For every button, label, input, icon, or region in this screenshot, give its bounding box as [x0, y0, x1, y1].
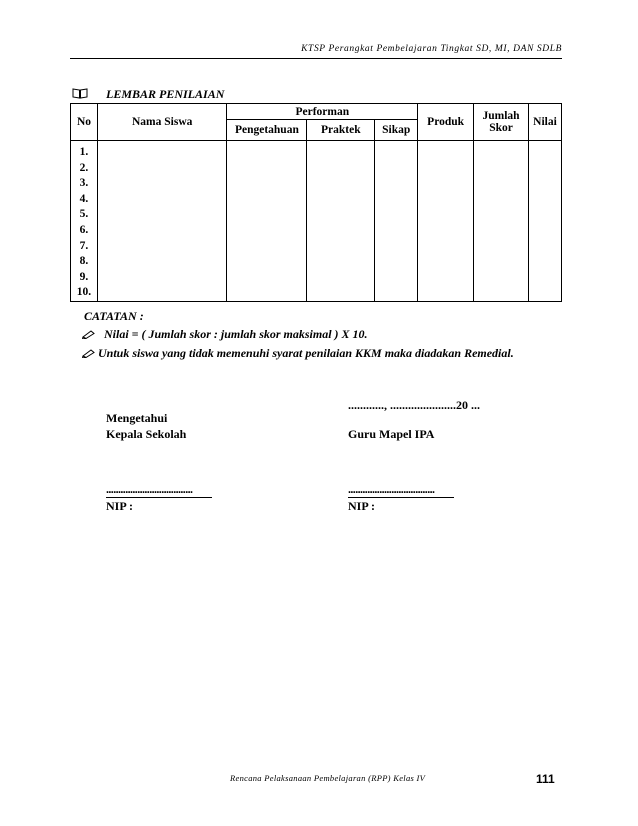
- kepala-sekolah-nip: NIP :: [106, 499, 133, 513]
- assessment-table: [70, 103, 562, 302]
- header-produk: Produk: [418, 104, 474, 141]
- header-jumlah-skor: [474, 104, 529, 141]
- notes-title: CATATAN :: [84, 309, 144, 323]
- header-divider: [70, 58, 562, 59]
- book-icon: [72, 87, 88, 103]
- page-number: 111: [536, 772, 555, 786]
- section-title-text: LEMBAR PENILAIAN: [106, 87, 225, 101]
- header-no: No: [71, 104, 98, 141]
- kepala-sekolah-name-placeholder: ....................................: [106, 482, 193, 496]
- header-jumlah-line1: Jumlah: [482, 110, 520, 122]
- note-line-1-text: Nilai = ( Jumlah skor : jumlah skor maksimal ) X 10.: [104, 327, 368, 341]
- page-header: KTSP Perangkat Pembelajaran Tingkat SD, MI, DAN SDLB: [301, 44, 562, 54]
- row-number: 3.: [79, 177, 89, 190]
- row-number: 7.: [79, 239, 89, 252]
- row-number-list: [71, 141, 98, 302]
- header-sikap: Sikap: [375, 120, 418, 141]
- mengetahui-label: Mengetahui: [106, 411, 168, 425]
- date-line: ............, ......................20 ...: [348, 398, 480, 412]
- row-number: 9.: [79, 270, 89, 283]
- kepala-sekolah-label: Kepala Sekolah: [106, 427, 187, 441]
- cell-praktek: [307, 141, 375, 302]
- row-number: 1.: [79, 146, 89, 158]
- row-number: 8.: [79, 255, 89, 268]
- page-footer: Rencana Pelaksanaan Pembelajaran (RPP) Kelas IV: [230, 773, 426, 783]
- header-nilai: Nilai: [528, 104, 561, 141]
- cell-pengetahuan: [227, 141, 307, 302]
- cell-nama-siswa: [97, 141, 227, 302]
- guru-mapel-label: Guru Mapel IPA: [348, 427, 435, 441]
- header-nama-siswa: Nama Siswa: [97, 104, 227, 141]
- kepala-sekolah-underline: [106, 497, 212, 498]
- row-number: 6.: [79, 223, 89, 236]
- guru-nip: NIP :: [348, 499, 375, 513]
- pencil-icon: [82, 347, 96, 362]
- cell-sikap: [375, 141, 418, 302]
- header-jumlah-line2: Skor: [489, 122, 513, 134]
- row-number: 2.: [79, 161, 89, 174]
- header-pengetahuan: Pengetahuan: [227, 120, 307, 141]
- note-line-2: [82, 346, 514, 362]
- header-performan: Performan: [227, 104, 418, 120]
- note-line-1: [82, 327, 368, 343]
- section-title: [72, 87, 224, 103]
- row-number: 10.: [76, 286, 92, 299]
- guru-underline: [348, 497, 454, 498]
- cell-produk: [418, 141, 474, 302]
- note-line-2-text: Untuk siswa yang tidak memenuhi syarat penilaian KKM maka diadakan Remedial.: [98, 346, 514, 360]
- cell-nilai: [528, 141, 561, 302]
- pencil-icon: [82, 328, 96, 343]
- row-number: 4.: [79, 192, 89, 205]
- cell-jumlah-skor: [474, 141, 529, 302]
- row-number: 5.: [79, 208, 89, 221]
- guru-name-placeholder: ....................................: [348, 482, 435, 496]
- header-praktek: Praktek: [307, 120, 375, 141]
